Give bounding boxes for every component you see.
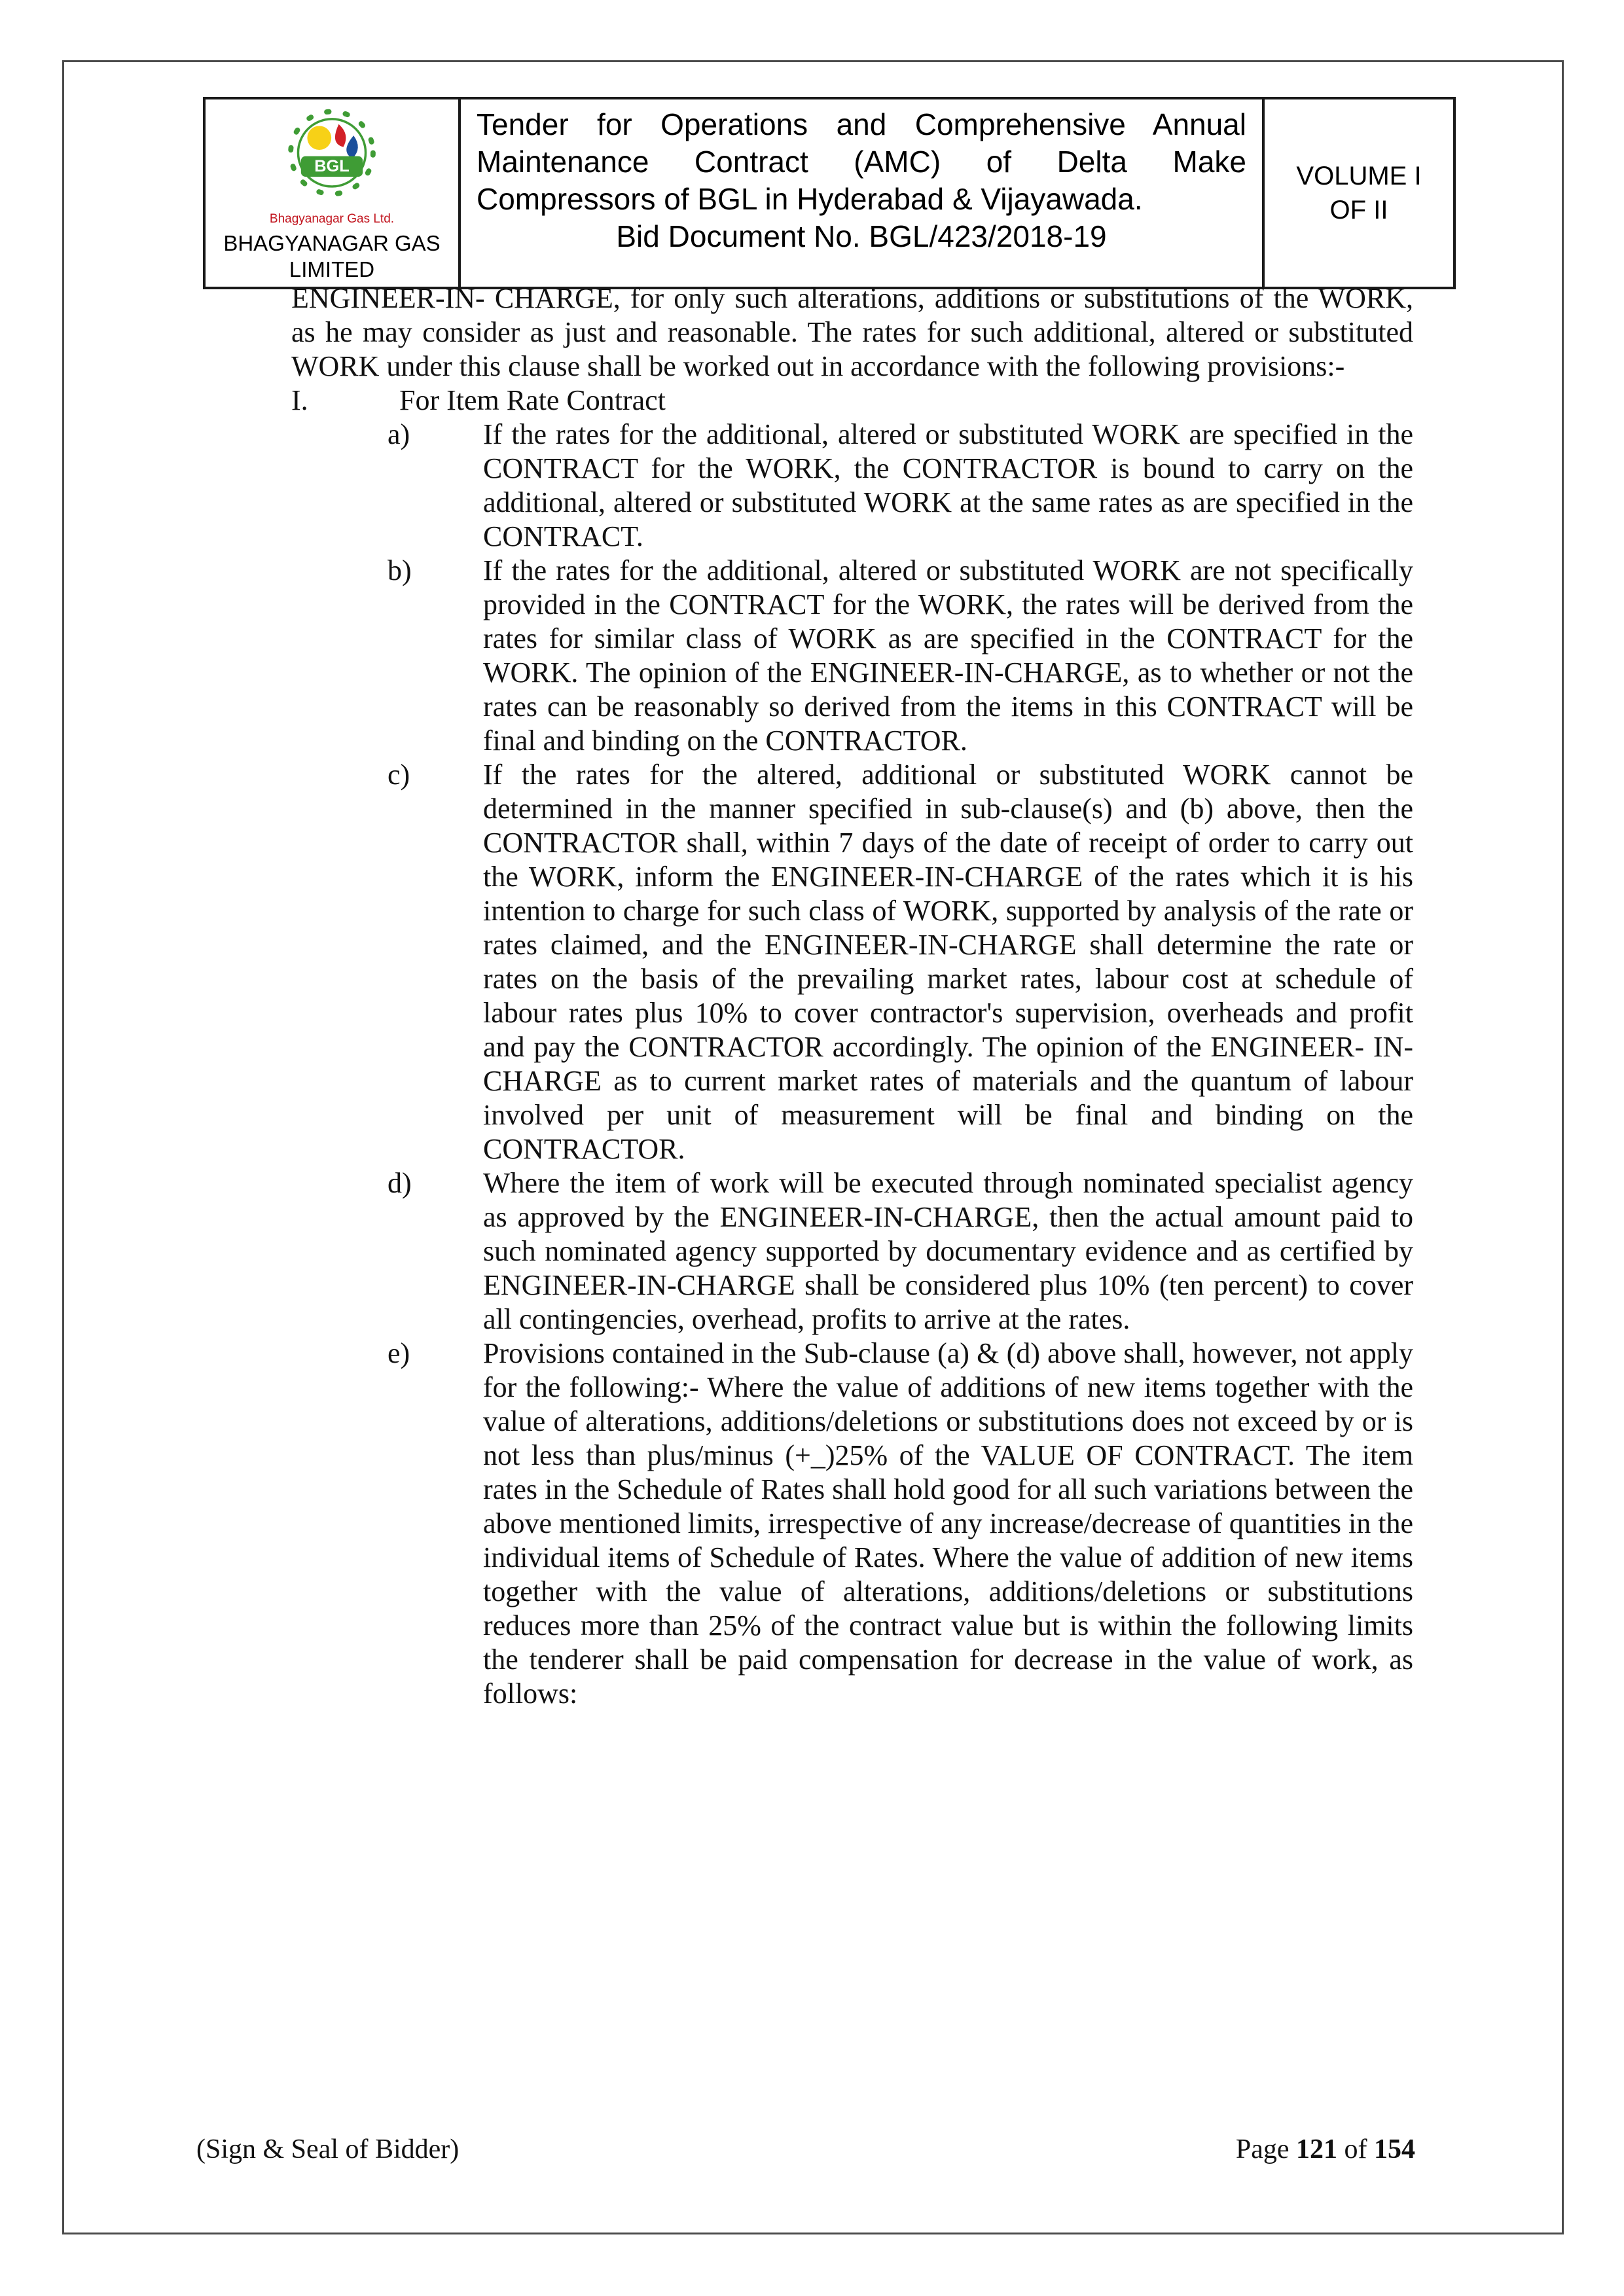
clause-e-label: e) [388,1337,410,1369]
of-word: of [1344,2134,1367,2164]
logo-blue-flame-shape [346,135,358,158]
clause-c-text: If the rates for the altered, additional or substituted WORK cannot be determined in the manner specified in sub-clause(s) and (b) above, then the CONTRACTOR shall, within 7 days of the date of receipt of order to carry out the WORK, inform the ENGINEER-IN-CHARGE of the rates which it is his intention to charge for such class of WORK, supported by analysis of the rate or rates claimed, and the ENGINEER-IN-CHARGE shall determine the rate or rates on the basis of the prevailing market rates, labour cost at schedule of labour rates plus 10% to cover contractor's supervision, overheads and profit and pay the CONTRACTOR accordingly. The opinion of the ENGINEER- IN-CHARGE as to current market rates of materials and the quantum of labour involved per unit of measurement will be final and binding on the CONTRACTOR. [483,759,1413,1165]
bid-document-number: Bid Document No. BGL/423/2018-19 [616,219,1107,253]
logo-tagline: Bhagyanagar Gas Ltd. [269,212,395,226]
volume-line-2: OF II [1329,196,1388,224]
clause-b-label: b) [388,554,412,586]
section-heading [291,384,1413,418]
clause-d [291,1166,1413,1336]
logo-red-flame-shape [335,124,346,147]
clause-b [291,554,1413,758]
clause-a-label: a) [388,418,410,450]
page-indicator [1236,2132,1415,2166]
document-body [291,281,1413,1711]
clause-d-label: d) [388,1167,412,1199]
volume-line-1: VOLUME I [1296,162,1422,190]
clause-e [291,1336,1413,1711]
section-number: I. [291,384,308,416]
volume-cell [1265,99,1453,287]
sign-seal-note: (Sign & Seal of Bidder) [196,2134,460,2164]
intro-paragraph: ENGINEER-IN- CHARGE, for only such alterations, additions or substitutions of the WORK, as he may consider as just and reasonable. The rates for such additional, altered or substituted WORK under this clause shall be worked out in accordance with the following provisions:- [291,282,1413,382]
header-table [203,97,1456,289]
document-title-cell [461,99,1265,287]
company-logo-cell [206,99,461,287]
company-name: BHAGYANAGAR GAS LIMITED [223,231,441,281]
clause-d-text: Where the item of work will be executed through nominated specialist agency as approved by the ENGINEER-IN-CHARGE, then the actual amount paid to such nominated agency supported by documentary evidence and as certified by ENGINEER-IN-CHARGE shall be considered plus 10% (ten percent) to cover all contingencies, overhead, profits to arrive at the rates. [483,1167,1413,1335]
page-number: 121 [1296,2134,1337,2164]
clause-a [291,418,1413,554]
section-title: For Item Rate Contract [399,384,666,416]
clause-c [291,758,1413,1166]
clause-e-text: Provisions contained in the Sub-clause (a) & (d) above shall, however, not apply for the following:- Where the value of additions of new items together with the value of alterations, additions/deletions or substitutions does not exceed by or is not less than plus/minus (+_)25% of the VALUE OF CONTRACT. The item rates in the Schedule of Rates shall hold good for all such variations between the above mentioned limits, irrespective of any increase/decrease of quantities in the individual items of Schedule of Rates. Where the value of addition of new items together with the value of alterations, additions/deletions or substitutions reduces more than 25% of the contract value but is within the following limits the tenderer shall be paid compensation for decrease in the value of work, as follows: [483,1337,1413,1710]
page-word: Page [1235,2134,1290,2164]
clause-b-text: If the rates for the additional, altered or substituted WORK are not specifically provided in the CONTRACT for the WORK, the rates will be derived from the rates for similar class of WORK as are specified in the CONTRACT for the WORK. The opinion of the ENGINEER-IN-CHARGE, as to whether or not the rates can be reasonably so derived from the items in this CONTRACT will be final and binding on the CONTRACTOR. [483,554,1413,757]
clause-a-text: If the rates for the additional, altered or substituted WORK are specified in the CONTRACT for the WORK, the CONTRACTOR is bound to carry on the additional, altered or substituted WORK at the same rates as are specified in the CONTRACT. [483,418,1413,552]
page-footer [196,2132,1415,2166]
tender-title: Tender for Operations and Comprehensive Annual Maintenance Contract (AMC) of Delta Make Compressors of BGL in Hyderabad & Vijayawada. [477,107,1246,216]
bgl-logo-icon [274,105,389,213]
page-total: 154 [1374,2134,1415,2164]
logo-sun-shape [307,126,331,150]
clause-c-label: c) [388,759,410,791]
logo-acronym: BGL [314,157,350,176]
